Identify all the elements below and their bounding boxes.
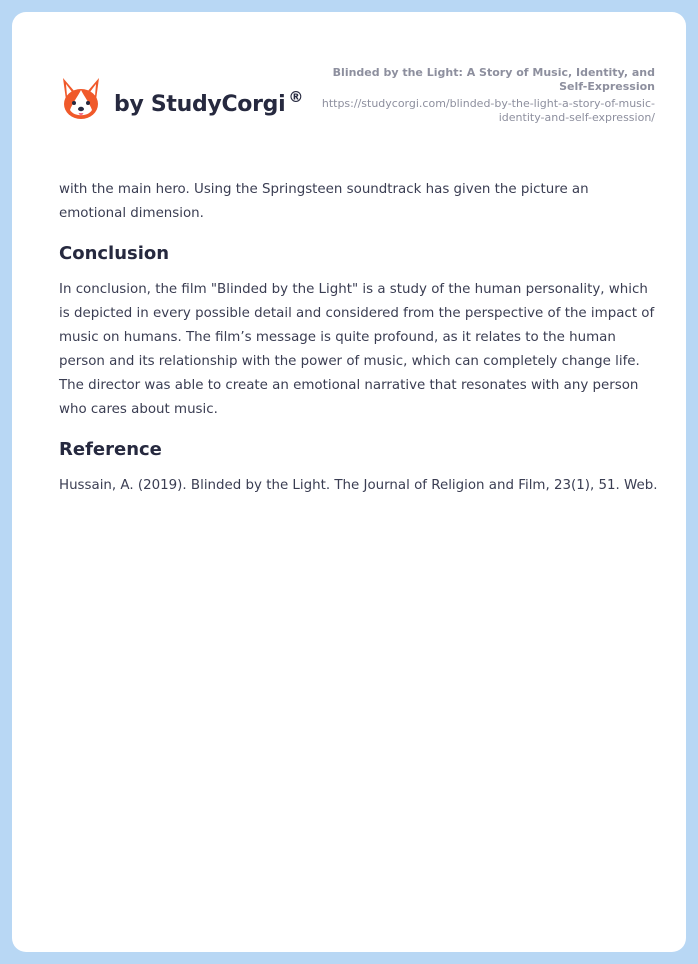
document-title: Blinded by the Light: A Story of Music, Identity, and Self-Expression (332, 66, 655, 93)
document-meta (315, 66, 655, 125)
page-header (12, 12, 686, 162)
reference-entry: Hussain, A. (2019). Blinded by the Light. The Journal of Religion and Film, 23(1), 51. Web. (59, 478, 658, 493)
corgi-icon (60, 76, 102, 122)
intro-paragraph: with the main hero. Using the Springsteen soundtrack has given the picture an emotional dimension. (59, 182, 589, 221)
studycorgi-logo[interactable] (60, 76, 303, 122)
document-url[interactable]: https://studycorgi.com/blinded-by-the-light-a-story-of-music-identity-and-self-expression/ (321, 97, 655, 124)
conclusion-heading: Conclusion (59, 243, 170, 264)
document-content (59, 178, 659, 498)
document-page (12, 12, 686, 952)
brand-name (114, 88, 303, 117)
registered-mark: ® (288, 87, 304, 106)
brand-name-text: by StudyCorgi (114, 91, 286, 117)
reference-heading: Reference (59, 439, 162, 460)
conclusion-paragraph: In conclusion, the film "Blinded by the Light" is a study of the human personality, which is depicted in every possible detail and considered from the perspective of the impact of music on humans. The film’s message is quite profound, as it relates to the human person and its relationship with the power of music, which can completely change life. The director was able to create an emotional narrative that resonates with any person who cares about music. (59, 282, 655, 417)
